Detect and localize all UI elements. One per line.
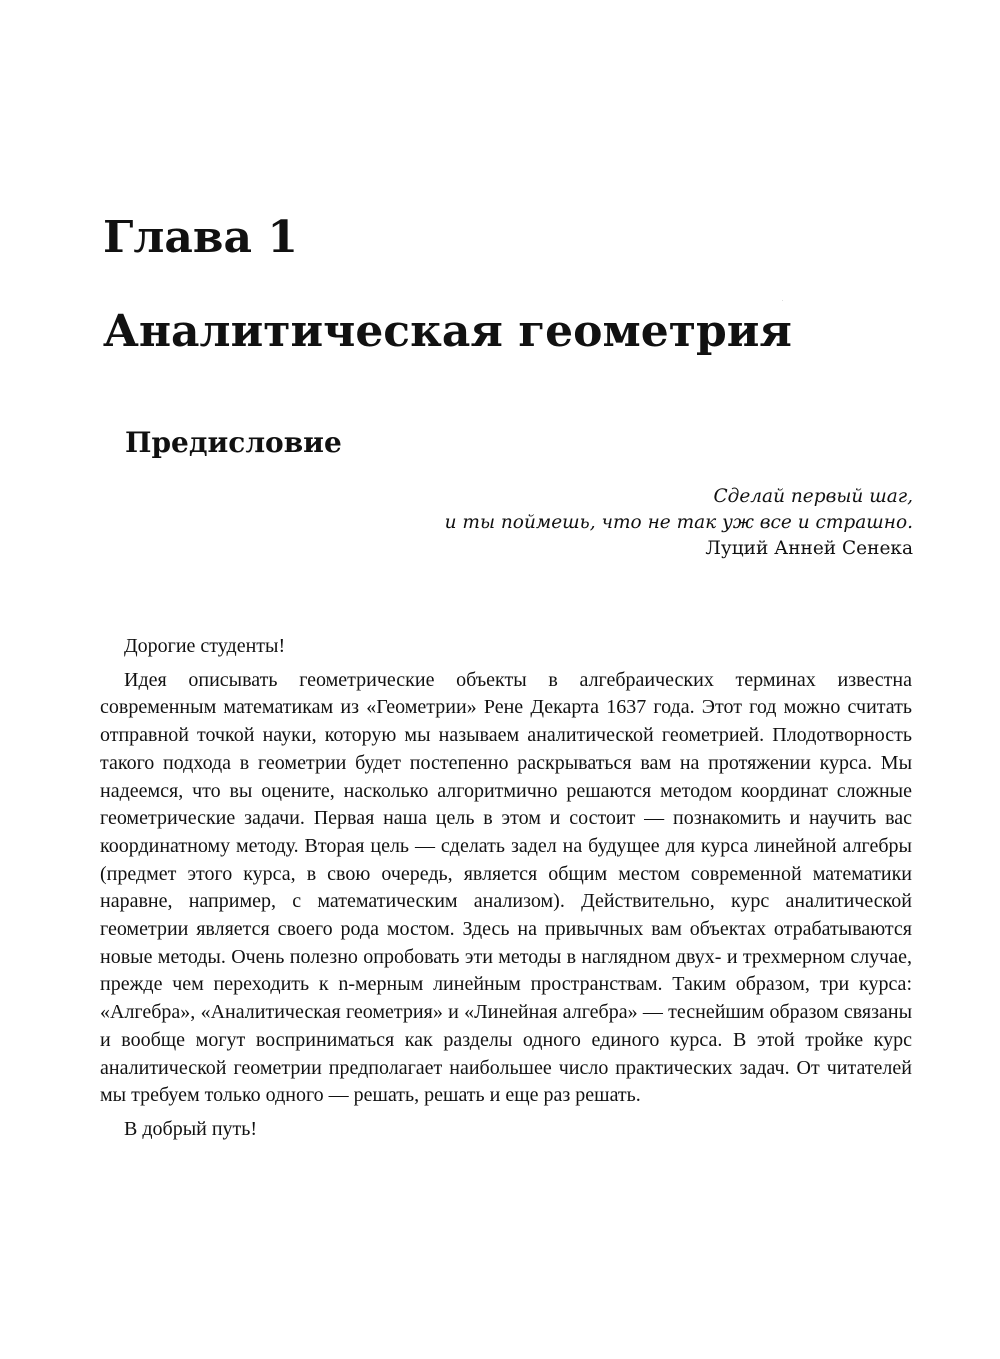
epigraph-line-2: и ты поймешь, что не так уж все и страшно. [444,512,913,533]
epigraph-author: Луций Анней Сенека [705,538,913,559]
section-title: Предисловие [125,426,342,459]
epigraph-line-1: Сделай первый шаг, [713,486,913,507]
closing-line: В добрый путь! [124,1117,258,1140]
chapter-label: Глава 1 [103,212,298,263]
preface-body [100,633,912,1144]
chapter-title: Аналитическая геометрия [103,306,792,357]
scan-speck [782,300,783,301]
preface-paragraph: Идея описывать геометрические объекты в алгебраических терминах известна современным математикам из «Геометрии» Рене Декарта 1637 года. Этот год можно считать отправной точкой науки, которую мы называем аналитической геометрией. Плодотворность такого подхода в геометрии будет постепенно раскрываться вам на протяжении курса. Мы надеемся, что вы оцените, насколько алгоритмично решаются методом координат сложные геометрические задачи. Первая наша цель в этом и состоит — познакомить и научить вас координатному методу. Вторая цель — сделать задел на будущее для курса линейной алгебры (предмет этого курса, в свою очередь, является общим местом современной математики наравне, например, с математическим анализом). Действительно, курс аналитической геометрии является своего рода мостом. Здесь на привычных вам объектах отрабатываются новые методы. Очень полезно опробовать эти методы в наглядном двух- и трехмерном случае, прежде чем переходить к n-мерным линейным пространствам. Таким образом, три курса: «Алгебра», «Аналитическая геометрия» и «Линейная алгебра» — теснейшим образом связаны и вообще могут восприниматься как разделы одного единого курса. В этой тройке курс аналитической геометрии предполагает наибольшее число практических задач. От читателей мы требуем только одного — решать, решать и еще раз решать. [100,668,912,1107]
epigraph [445,484,913,562]
greeting: Дорогие студенты! [124,635,286,657]
